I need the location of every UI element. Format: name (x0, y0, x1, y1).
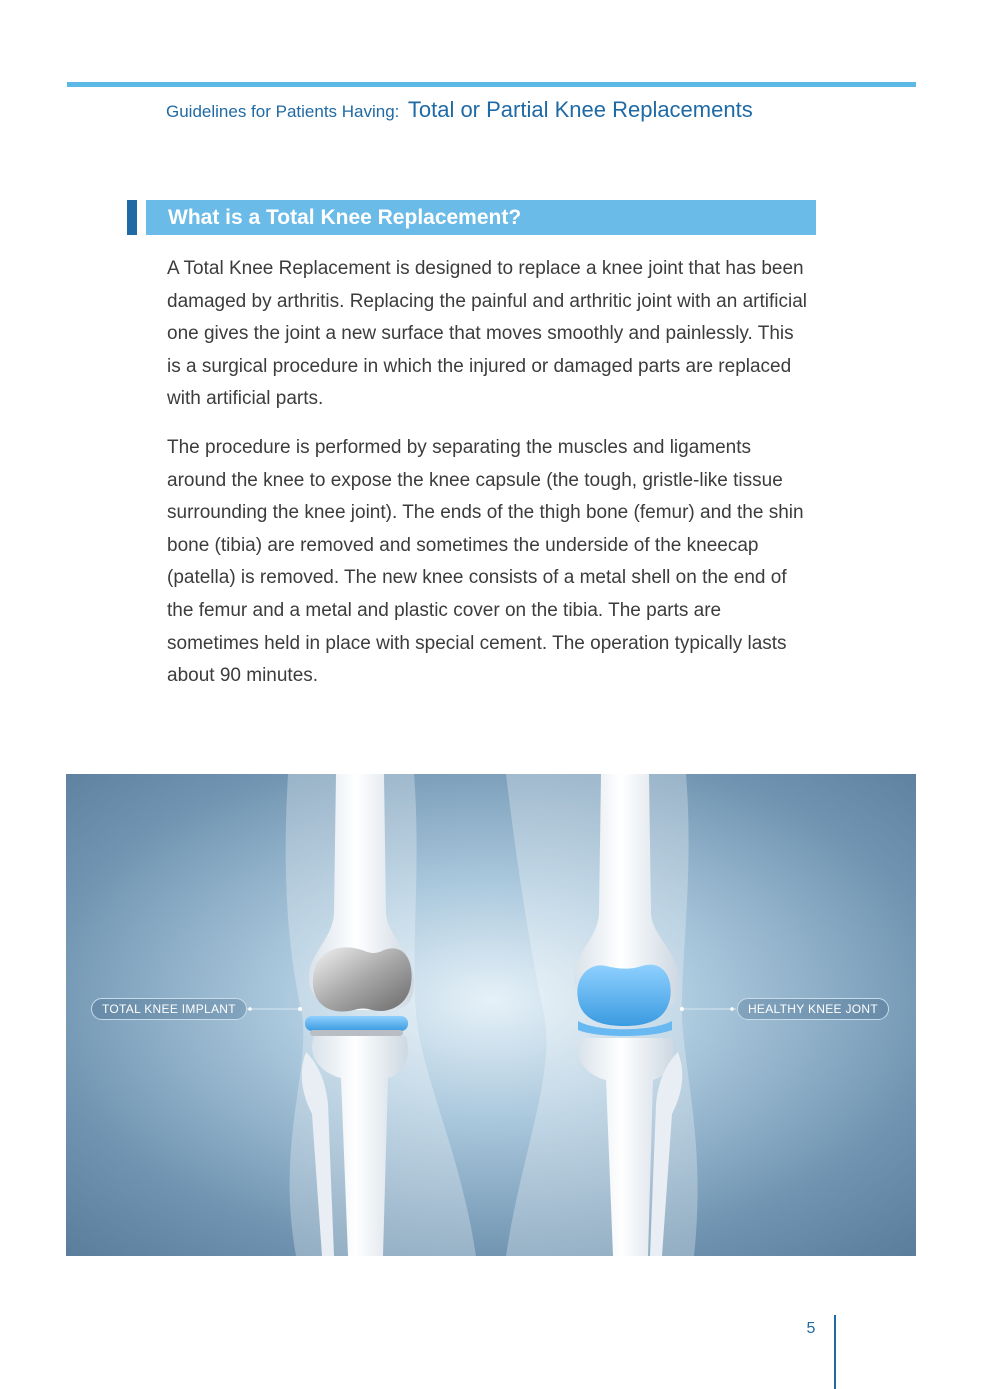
total-knee-implant-label: TOTAL KNEE IMPLANT (91, 998, 247, 1020)
page-number-rule (834, 1315, 836, 1389)
header-subject: Total or Partial Knee Replacements (407, 97, 753, 122)
healthy-knee-joint-label: HEALTHY KNEE JONT (737, 998, 889, 1020)
page-number: 5 (806, 1320, 816, 1337)
section-marker (127, 200, 137, 235)
paragraph-2: The procedure is performed by separating the muscles and ligaments around the knee to expose the knee capsule (the tough, gristle-like tissue surrounding the knee joint). The ends of the thigh bone (femur) and the shin bone (tibia) are removed and sometimes the underside of the kneecap (patella) is removed. The new knee consists of a metal shell on the end of the femur and a metal and plastic cover on the tibia. The parts are sometimes held in place with special cement. The operation typically lasts about 90 minutes. (167, 436, 804, 687)
paragraph-1: A Total Knee Replacement is designed to replace a knee joint that has been damaged by arthritis. Replacing the painful and arthritic joint with an artificial one gives the joint a new surface that moves smoothly and painlessly. This is a surgical procedure in which the injured or damaged parts are replaced with artificial parts. (167, 258, 807, 410)
header-rule (67, 82, 916, 87)
header-prefix: Guidelines for Patients Having: (166, 102, 400, 121)
body-text (167, 253, 807, 709)
running-header (166, 97, 753, 123)
section-heading-band (146, 200, 816, 235)
section-heading: What is a Total Knee Replacement? (168, 206, 522, 229)
knee-illustration (66, 774, 916, 1256)
